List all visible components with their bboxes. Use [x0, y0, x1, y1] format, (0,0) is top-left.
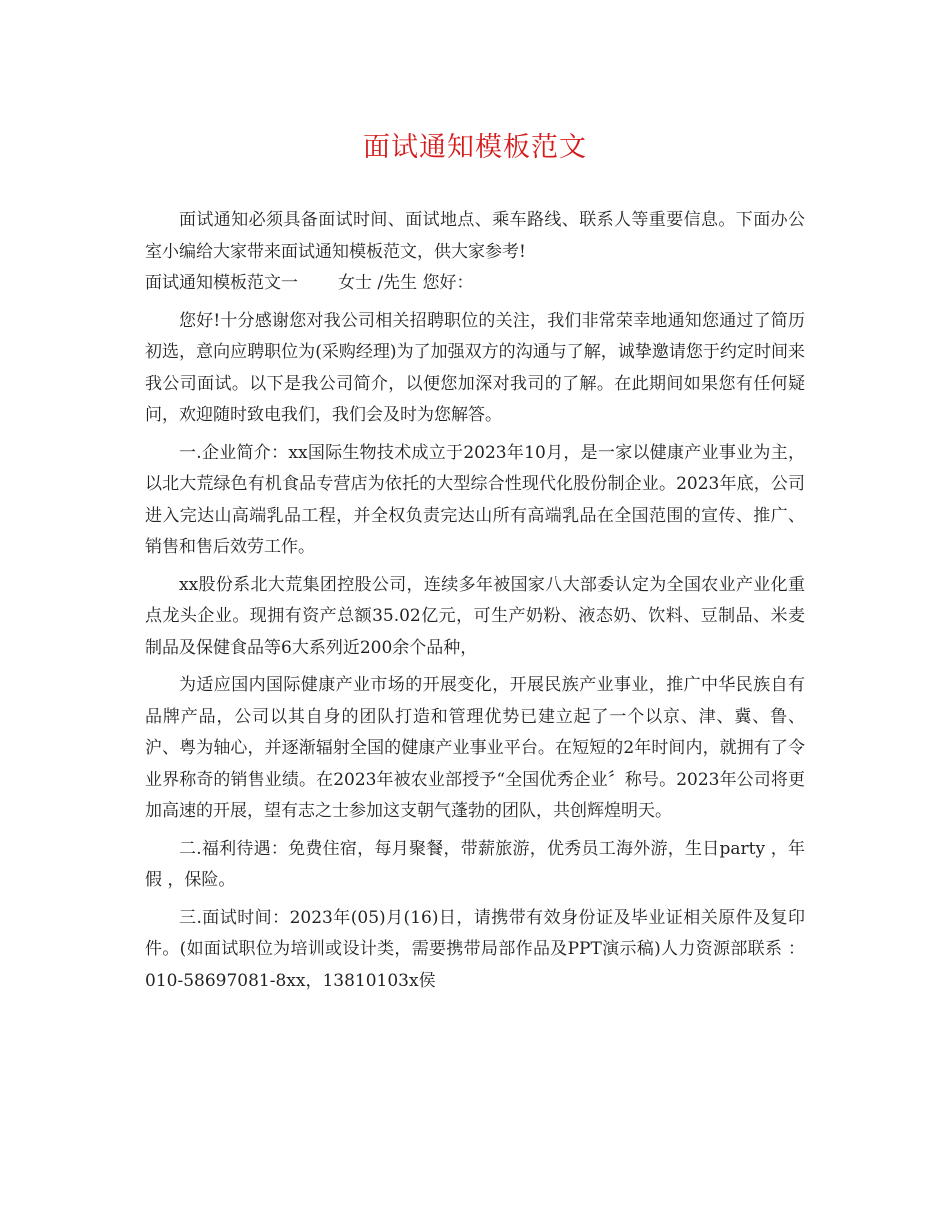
- heading-line: [145, 268, 805, 300]
- paragraph-company-intro: 一.企业简介：xx国际生物技术成立于2023年10月，是一家以健康产业事业为主，以北大荒绿色有机食品专营店为依托的大型综合性现代化股份制企业。2023年底，公司进入完达山高端乳品工程，并全权负责完达山所有高端乳品在全国范围的宣传、推广、销售和售后效劳工作。: [145, 442, 805, 557]
- document-body: [145, 205, 805, 997]
- document-title: 面试通知模板范文: [363, 132, 587, 163]
- intro-paragraph: 面试通知必须具备面试时间、面试地点、乘车路线、联系人等重要信息。下面办公室小编给大家带来面试通知模板范文，供大家参考!: [145, 210, 805, 262]
- paragraph-interview-time: 三.面试时间：2023年(05)月(16)日，请携带有效身份证及毕业证相关原件及复印件。(如面试职位为培训或设计类，需要携带局部作品及PPT演示稿)人力资源部联系 ：010-58697081-8xx，13810103x侯: [145, 907, 805, 991]
- paragraph-invitation: 您好!十分感谢您对我公司相关招聘职位的关注，我们非常荣幸地通知您通过了简历初选，意向应聘职位为(采购经理)为了加强双方的沟通与了解，诚挚邀请您于约定时间来我公司面试。以下是我公司简介，以便您加深对我司的了解。在此期间如果您有任何疑问，欢迎随时致电我们，我们会及时为您解答。: [145, 310, 805, 425]
- paragraph-holding: xx股份系北大荒集团控股公司，连续多年被国家八大部委认定为全国农业产业化重点龙头企业。现拥有资产总额35.02亿元，可生产奶粉、液态奶、饮料、豆制品、米麦制品及保健食品等6大系列近200余个品种，: [145, 574, 805, 658]
- section-heading: 面试通知模板范文一: [145, 273, 298, 293]
- paragraph-development: 为适应国内国际健康产业市场的开展变化，开展民族产业事业，推广中华民族自有品牌产品，公司以其自身的团队打造和管理优势已建立起了一个以京、津、冀、鲁、沪、粤为轴心，并逐渐辐射全国的健康产业事业平台。在短短的2年时间内，就拥有了令业界称奇的销售业绩。在2023年被农业部授予“全国优秀企业〞称号。2023年公司将更加高速的开展，望有志之士参加这支朝气蓬勃的团队，共创辉煌明天。: [145, 675, 805, 821]
- paragraph-benefits: 二.福利待遇：免费住宿，每月聚餐，带薪旅游，优秀员工海外游，生日party ，年假 ，保险。: [145, 838, 805, 890]
- greeting: 女士 /先生 您好：: [338, 273, 474, 293]
